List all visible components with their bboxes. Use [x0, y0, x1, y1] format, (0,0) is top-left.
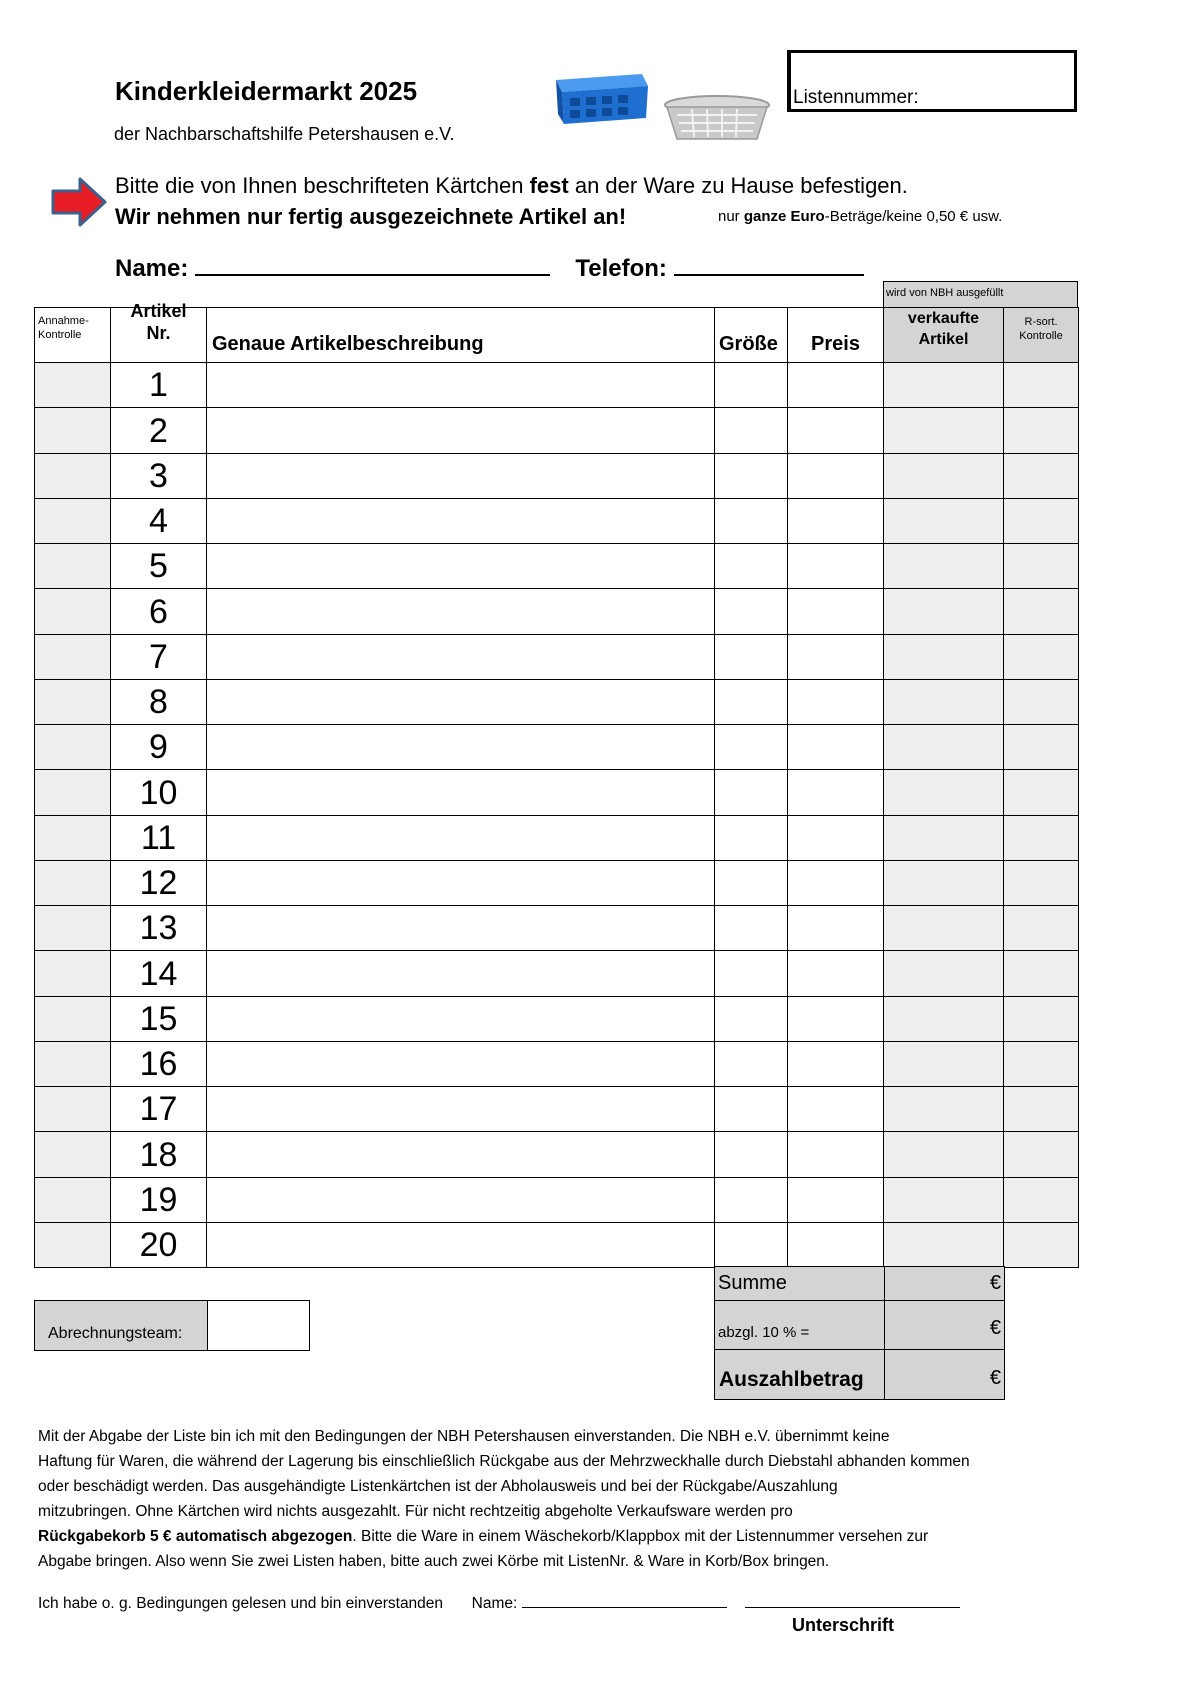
verkauft-cell[interactable]	[883, 860, 1004, 906]
groesse-cell[interactable]	[714, 362, 788, 408]
beschreibung-cell[interactable]	[206, 950, 715, 997]
signature-field[interactable]	[745, 1593, 960, 1608]
row-number: 1	[149, 366, 168, 404]
verkauft-cell[interactable]	[883, 815, 1004, 861]
preis-cell[interactable]	[787, 996, 884, 1042]
annahme-cell[interactable]	[34, 362, 111, 408]
artikel-nr-cell	[110, 679, 207, 725]
artikel-nr-cell	[110, 1222, 207, 1268]
beschreibung-cell[interactable]	[206, 1222, 715, 1268]
verkauft-cell[interactable]	[883, 453, 1004, 499]
row-number: 12	[139, 864, 178, 902]
artikel-nr-cell	[110, 950, 207, 997]
artikel-nr-cell	[110, 769, 207, 816]
row-number: 11	[140, 819, 177, 857]
annahme-cell[interactable]	[34, 453, 111, 499]
groesse-cell[interactable]	[714, 1041, 788, 1087]
rsort-cell[interactable]	[1003, 1177, 1079, 1223]
header-groesse: Größe	[714, 307, 788, 363]
preis-cell[interactable]	[787, 950, 884, 997]
row-number: 19	[139, 1181, 178, 1219]
groesse-cell[interactable]	[714, 996, 788, 1042]
name-label: Name:	[115, 255, 189, 282]
row-number: 8	[149, 683, 168, 721]
header-artikel-nr: Artikel Nr.	[110, 307, 207, 363]
annahme-cell[interactable]	[34, 588, 111, 635]
beschreibung-cell[interactable]	[206, 407, 715, 454]
preis-cell[interactable]	[787, 1131, 884, 1178]
annahme-cell[interactable]	[34, 679, 111, 725]
verkauft-cell[interactable]	[883, 1131, 1004, 1178]
verkauft-cell[interactable]	[883, 543, 1004, 589]
rsort-cell[interactable]	[1003, 860, 1079, 906]
artikel-nr-cell	[110, 724, 207, 770]
instruction-line-2: Wir nehmen nur fertig ausgezeichnete Artikel an!	[115, 204, 627, 229]
row-number: 16	[139, 1045, 178, 1083]
preis-cell[interactable]	[787, 634, 884, 680]
rsort-cell[interactable]	[1003, 1222, 1079, 1268]
verkauft-cell[interactable]	[883, 1086, 1004, 1132]
annahme-cell[interactable]	[34, 996, 111, 1042]
row-number: 13	[139, 909, 178, 947]
rsort-cell[interactable]	[1003, 724, 1079, 770]
preis-cell[interactable]	[787, 905, 884, 951]
nbh-note: wird von NBH ausgefüllt	[883, 281, 1078, 308]
preis-cell[interactable]	[787, 543, 884, 589]
contact-line	[115, 252, 864, 283]
signature-name-label: Name:	[471, 1595, 518, 1612]
phone-label: Telefon:	[575, 255, 667, 282]
row-number: 4	[149, 502, 168, 540]
preis-cell[interactable]	[787, 860, 884, 906]
beschreibung-cell[interactable]	[206, 634, 715, 680]
rsort-cell[interactable]	[1003, 815, 1079, 861]
row-number: 17	[139, 1090, 178, 1128]
preis-cell[interactable]	[787, 498, 884, 544]
row-number: 5	[149, 547, 168, 585]
rsort-cell[interactable]	[1003, 1131, 1079, 1178]
verkauft-cell[interactable]	[883, 905, 1004, 951]
rsort-cell[interactable]	[1003, 1086, 1079, 1132]
artikel-nr-cell	[110, 1131, 207, 1178]
rsort-cell[interactable]	[1003, 407, 1079, 454]
groesse-cell[interactable]	[714, 905, 788, 951]
row-number: 3	[149, 457, 168, 495]
artikel-nr-cell	[110, 860, 207, 906]
row-number: 6	[149, 593, 168, 631]
artikel-nr-cell	[110, 1086, 207, 1132]
beschreibung-cell[interactable]	[206, 769, 715, 816]
preis-cell[interactable]	[787, 1177, 884, 1223]
artikel-nr-cell	[110, 634, 207, 680]
verkauft-cell[interactable]	[883, 498, 1004, 544]
terms-text: Mit der Abgabe der Liste bin ich mit den Bedingungen der NBH Petershausen einverstanden. Die NBH e.V. übernimmt keine Haftung für Waren, die während der Lagerung bis einschließlich Rückgabe aus der Mehrzweckhalle durch Diebstahl abhanden kommen oder beschädigt werden. Das ausgehändigte Listenkärtchen ist der Abholausweis und bei der Rückgabe/Auszahlung mitzubringen. Ohne Kärtchen wird nichts ausgezahlt. Für nicht rechtzeitig abgeholte Verkaufsware werden pro Rückgabekorb 5 € automatisch abgezogen. Bitte die Ware in einem Wäschekorb/Klappbox mit der Listennummer versehen zur Abgabe bringen. Also wenn Sie zwei Listen haben, bitte auch zwei Körbe mit ListenNr. & Ware in Korb/Box bringen.	[38, 1428, 970, 1570]
rsort-cell[interactable]	[1003, 498, 1079, 544]
verkauft-cell[interactable]	[883, 1041, 1004, 1087]
agreement-statement: Ich habe o. g. Bedingungen gelesen und bin einverstanden	[38, 1595, 444, 1612]
preis-cell[interactable]	[787, 1086, 884, 1132]
groesse-cell[interactable]	[714, 1222, 788, 1268]
artikel-nr-cell	[110, 1177, 207, 1223]
abrechnung-label-cell: Abrechnungsteam:	[34, 1300, 208, 1351]
annahme-cell[interactable]	[34, 407, 111, 454]
artikel-nr-cell	[110, 1041, 207, 1087]
annahme-cell[interactable]	[34, 950, 111, 997]
signature-label: Unterschrift	[792, 1615, 895, 1635]
beschreibung-cell[interactable]	[206, 1131, 715, 1178]
signature-line	[38, 1593, 960, 1613]
artikel-nr-cell	[110, 588, 207, 635]
verkauft-cell[interactable]	[883, 679, 1004, 725]
groesse-cell[interactable]	[714, 860, 788, 906]
annahme-cell[interactable]	[34, 815, 111, 861]
groesse-cell[interactable]	[714, 1086, 788, 1132]
beschreibung-cell[interactable]	[206, 1086, 715, 1132]
artikel-nr-cell	[110, 498, 207, 544]
rsort-cell[interactable]	[1003, 588, 1079, 635]
header-verkauft: verkaufte Artikel	[883, 307, 1004, 363]
euro-note: nur ganze Euro-Beträge/keine 0,50 € usw.	[718, 208, 1003, 225]
rsort-cell[interactable]	[1003, 1041, 1079, 1087]
auszahl-label-cell: Auszahlbetrag	[714, 1349, 885, 1400]
row-number: 14	[139, 955, 178, 993]
beschreibung-cell[interactable]	[206, 724, 715, 770]
groesse-cell[interactable]	[714, 724, 788, 770]
preis-cell[interactable]	[787, 724, 884, 770]
groesse-cell[interactable]	[714, 950, 788, 997]
artikel-nr-cell	[110, 362, 207, 408]
verkauft-cell[interactable]	[883, 1222, 1004, 1268]
phone-field[interactable]	[674, 252, 864, 276]
page-title: Kinderkleidermarkt 2025	[115, 76, 418, 106]
preis-cell[interactable]	[787, 1222, 884, 1268]
laundry-basket-icon	[662, 95, 772, 143]
abzug-label-cell: abzgl. 10 % =	[714, 1300, 885, 1350]
preis-cell[interactable]	[787, 362, 884, 408]
abrechnung-field[interactable]	[207, 1300, 310, 1351]
abzug-value[interactable]: €	[884, 1300, 1005, 1350]
rsort-cell[interactable]	[1003, 634, 1079, 680]
groesse-cell[interactable]	[714, 769, 788, 816]
annahme-cell[interactable]	[34, 1041, 111, 1087]
beschreibung-cell[interactable]	[206, 588, 715, 635]
verkauft-cell[interactable]	[883, 996, 1004, 1042]
artikel-nr-cell	[110, 996, 207, 1042]
beschreibung-cell[interactable]	[206, 498, 715, 544]
signature-name-field[interactable]	[522, 1593, 727, 1608]
beschreibung-cell[interactable]	[206, 996, 715, 1042]
annahme-cell[interactable]	[34, 1131, 111, 1178]
annahme-cell[interactable]	[34, 724, 111, 770]
verkauft-cell[interactable]	[883, 362, 1004, 408]
verkauft-cell[interactable]	[883, 407, 1004, 454]
verkauft-cell[interactable]	[883, 1177, 1004, 1223]
preis-cell[interactable]	[787, 815, 884, 861]
preis-cell[interactable]	[787, 453, 884, 499]
page-subtitle: der Nachbarschaftshilfe Petershausen e.V.	[114, 124, 455, 144]
annahme-cell[interactable]	[34, 1177, 111, 1223]
list-number-label: Listennummer:	[793, 87, 919, 108]
verkauft-cell[interactable]	[883, 769, 1004, 816]
preis-cell[interactable]	[787, 588, 884, 635]
verkauft-cell[interactable]	[883, 588, 1004, 635]
groesse-cell[interactable]	[714, 679, 788, 725]
artikel-nr-cell	[110, 905, 207, 951]
beschreibung-cell[interactable]	[206, 860, 715, 906]
rsort-cell[interactable]	[1003, 905, 1079, 951]
beschreibung-cell[interactable]	[206, 815, 715, 861]
preis-cell[interactable]	[787, 407, 884, 454]
beschreibung-cell[interactable]	[206, 679, 715, 725]
verkauft-cell[interactable]	[883, 724, 1004, 770]
row-number: 18	[139, 1136, 178, 1174]
blue-folding-box-icon	[550, 68, 650, 128]
row-number: 7	[149, 638, 168, 676]
annahme-cell[interactable]	[34, 634, 111, 680]
row-number: 20	[139, 1226, 178, 1264]
groesse-cell[interactable]	[714, 453, 788, 499]
header-annahme: Annahme-Kontrolle	[34, 307, 111, 363]
summe-label-cell: Summe	[714, 1266, 885, 1301]
preis-cell[interactable]	[787, 769, 884, 816]
beschreibung-cell[interactable]	[206, 1041, 715, 1087]
annahme-cell[interactable]	[34, 860, 111, 906]
annahme-cell[interactable]	[34, 543, 111, 589]
groesse-cell[interactable]	[714, 634, 788, 680]
summe-value[interactable]: €	[884, 1266, 1005, 1301]
header-rsort: R-sort. Kontrolle	[1003, 307, 1079, 363]
artikel-nr-cell	[110, 815, 207, 861]
artikel-nr-cell	[110, 407, 207, 454]
rsort-cell[interactable]	[1003, 453, 1079, 499]
groesse-cell[interactable]	[714, 498, 788, 544]
beschreibung-cell[interactable]	[206, 905, 715, 951]
red-arrow-icon	[50, 176, 108, 228]
artikel-nr-cell	[110, 453, 207, 499]
verkauft-cell[interactable]	[883, 634, 1004, 680]
header-beschreibung: Genaue Artikelbeschreibung	[206, 307, 715, 363]
preis-cell[interactable]	[787, 1041, 884, 1087]
row-number: 2	[149, 412, 168, 450]
groesse-cell[interactable]	[714, 543, 788, 589]
groesse-cell[interactable]	[714, 1131, 788, 1178]
header-preis: Preis	[787, 307, 884, 363]
verkauft-cell[interactable]	[883, 950, 1004, 997]
artikel-nr-cell	[110, 543, 207, 589]
name-field[interactable]	[195, 252, 550, 276]
annahme-cell[interactable]	[34, 498, 111, 544]
annahme-cell[interactable]	[34, 905, 111, 951]
rsort-cell[interactable]	[1003, 769, 1079, 816]
annahme-cell[interactable]	[34, 1222, 111, 1268]
rsort-cell[interactable]	[1003, 679, 1079, 725]
groesse-cell[interactable]	[714, 815, 788, 861]
rsort-cell[interactable]	[1003, 362, 1079, 408]
groesse-cell[interactable]	[714, 1177, 788, 1223]
rsort-cell[interactable]	[1003, 950, 1079, 997]
instruction-line-1: Bitte die von Ihnen beschrifteten Kärtchen fest an der Ware zu Hause befestigen.	[115, 173, 908, 198]
beschreibung-cell[interactable]	[206, 453, 715, 499]
rsort-cell[interactable]	[1003, 543, 1079, 589]
beschreibung-cell[interactable]	[206, 1177, 715, 1223]
annahme-cell[interactable]	[34, 769, 111, 816]
beschreibung-cell[interactable]	[206, 362, 715, 408]
auszahl-value[interactable]: €	[884, 1349, 1005, 1400]
row-number: 9	[149, 728, 168, 766]
rsort-cell[interactable]	[1003, 996, 1079, 1042]
annahme-cell[interactable]	[34, 1086, 111, 1132]
preis-cell[interactable]	[787, 679, 884, 725]
beschreibung-cell[interactable]	[206, 543, 715, 589]
groesse-cell[interactable]	[714, 588, 788, 635]
row-number: 10	[139, 774, 178, 812]
groesse-cell[interactable]	[714, 407, 788, 454]
row-number: 15	[139, 1000, 178, 1038]
